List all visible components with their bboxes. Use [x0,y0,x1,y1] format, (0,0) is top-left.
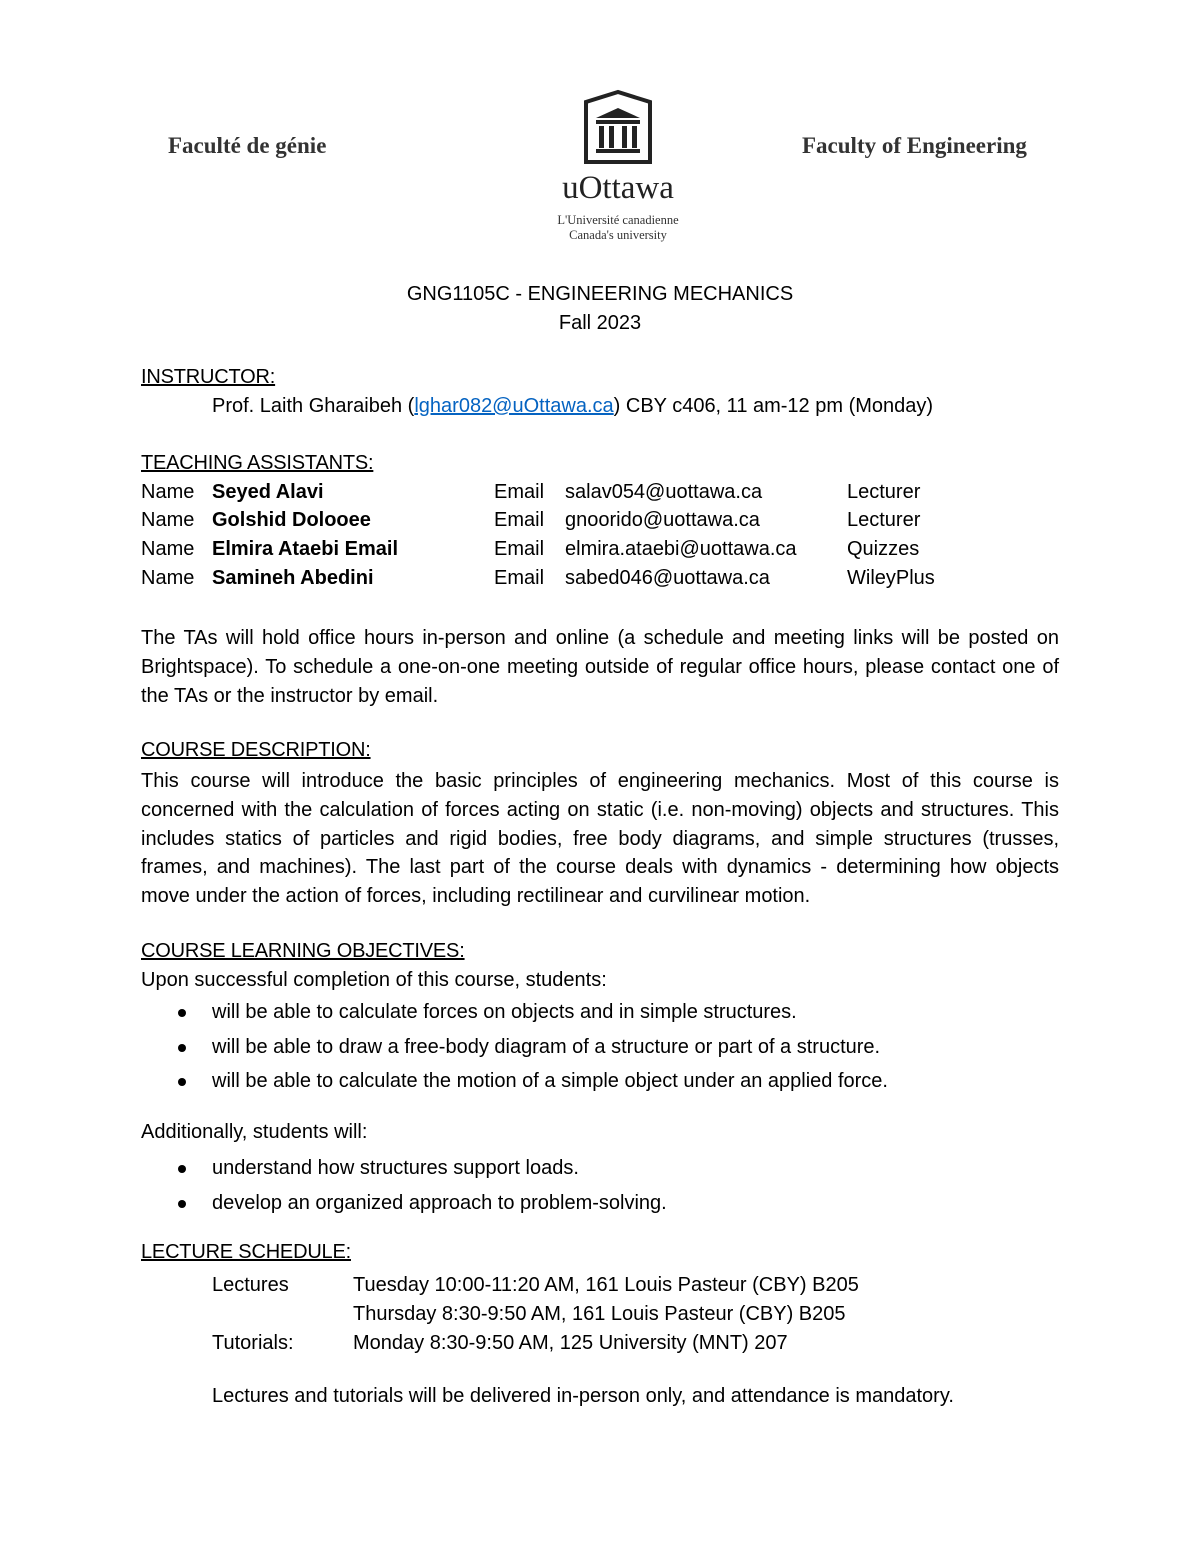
ta-email: sabed046@uottawa.ca [565,567,770,589]
schedule-value: Monday 8:30-9:50 AM, 125 University (MNT) 207 [353,1332,788,1354]
instructor-name: Prof. Laith Gharaibeh ( [212,395,415,417]
schedule-value: Thursday 8:30-9:50 AM, 161 Louis Pasteur (CBY) B205 [353,1303,846,1325]
ta-role: Quizzes [847,538,920,560]
ta-email: salav054@uottawa.ca [565,481,763,503]
ta-name-label: Name [141,567,195,589]
schedule-label: Lectures [212,1274,289,1296]
ta-name-label: Name [141,538,195,560]
ta-name: Elmira Ataebi Email [212,538,398,560]
ta-row [141,481,1041,510]
ta-email: elmira.ataebi@uottawa.ca [565,538,797,560]
ta-role: Lecturer [847,509,921,531]
description-heading: COURSE DESCRIPTION: [141,739,371,761]
faculty-name-english: Faculty of Engineering [802,133,1027,158]
ta-row [141,509,1041,538]
additional-intro: Additionally, students will: [141,1121,368,1143]
schedule-label: Tutorials: [212,1332,294,1354]
ta-role: WileyPlus [847,567,935,589]
list-item: understand how structures support loads. [141,1154,667,1189]
list-item: develop an organized approach to problem-solving. [141,1189,667,1224]
list-item: will be able to calculate forces on objects and in simple structures. [141,998,888,1033]
list-item: will be able to draw a free-body diagram of a structure or part of a structure. [141,1033,888,1068]
instructor-line [212,395,933,418]
attendance-note: Lectures and tutorials will be delivered in-person only, and attendance is mandatory. [212,1385,954,1407]
faculty-name-french: Faculté de génie [168,133,327,158]
ta-name-label: Name [141,509,195,531]
objectives-heading: COURSE LEARNING OBJECTIVES: [141,940,465,962]
ta-email-label: Email [494,567,545,589]
ta-name: Seyed Alavi [212,481,324,503]
additional-objectives-list [141,1154,667,1223]
schedule-value: Tuesday 10:00-11:20 AM, 161 Louis Pasteur (CBY) B205 [353,1274,859,1296]
ta-role: Lecturer [847,481,921,503]
ta-name: Samineh Abedini [212,567,374,589]
university-logo [538,88,698,243]
ta-row [141,567,1041,596]
course-title-block [0,280,1200,338]
ta-row [141,538,1041,567]
logo-tagline-french: L'Université canadienne [557,213,679,227]
description-paragraph: This course will introduce the basic principles of engineering mechanics. Most of this course is concerned with the calculation of forces acting on static (i.e. non-moving) objects and structures. This includes statics of particles and rigid bodies, free body diagrams, and simple structures (trusses, frames, and machines). The last part of the course deals with dynamics - determining how objects move under the action of forces, including rectilinear and curvilinear motion. [141,770,1059,908]
schedule-heading: LECTURE SCHEDULE: [141,1241,351,1263]
ta-email-label: Email [494,509,545,531]
instructor-heading: INSTRUCTOR: [141,366,276,388]
ta-heading: TEACHING ASSISTANTS: [141,452,374,474]
list-item: will be able to calculate the motion of a simple object under an applied force. [141,1067,888,1102]
logo-tagline-english: Canada's university [569,228,667,242]
ta-email-label: Email [494,481,545,503]
ta-name: Golshid Dolooee [212,509,371,531]
ta-email: gnoorido@uottawa.ca [565,509,760,531]
logo-wordmark: uOttawa [562,170,674,206]
instructor-email-link[interactable]: lghar082@uOttawa.ca [414,395,614,417]
course-term: Fall 2023 [558,312,642,334]
office-hours-paragraph: The TAs will hold office hours in-person and online (a schedule and meeting links will be posted on Brightspace). To schedule a one-on-one meeting outside of regular office hours, please contact one of the TAs or the instructor by email. [141,627,1059,707]
ta-email-label: Email [494,538,545,560]
building-logo-icon [582,88,654,166]
ta-name-label: Name [141,481,195,503]
instructor-office-hours: ) CBY c406, 11 am-12 pm (Monday) [613,395,934,417]
objectives-intro: Upon successful completion of this course, students: [141,969,607,991]
objectives-list [141,998,888,1102]
course-title: GNG1105C - ENGINEERING MECHANICS [406,283,794,305]
